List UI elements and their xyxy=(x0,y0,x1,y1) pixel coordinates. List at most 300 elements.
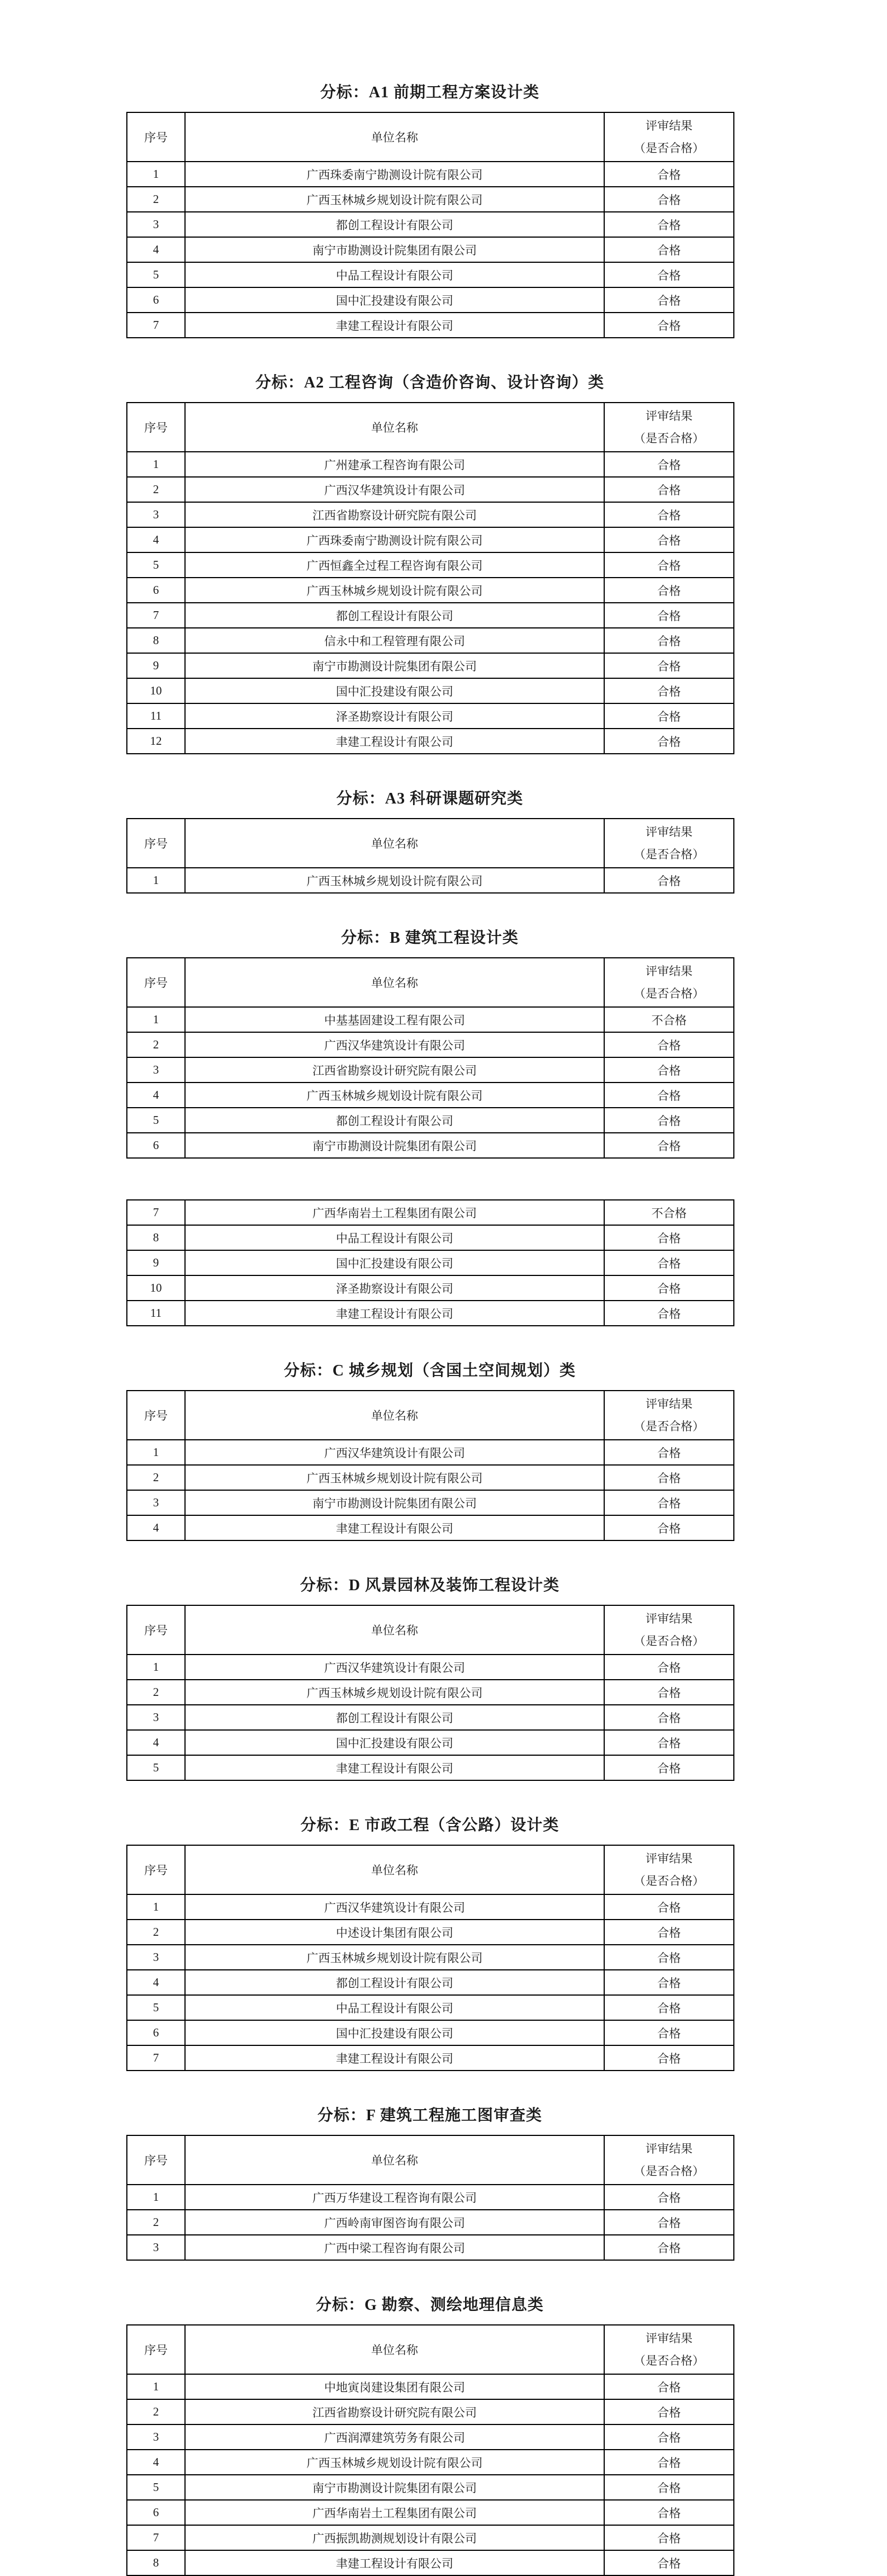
table-header-row xyxy=(127,819,734,868)
bid-section xyxy=(126,372,733,754)
cell-result: 合格 xyxy=(604,1133,734,1158)
table-header-row xyxy=(127,1845,734,1894)
table-header xyxy=(127,112,734,162)
cell-company-name: 广西汉华建筑设计有限公司 xyxy=(185,477,604,502)
cell-company-name: 中地寅岗建设集团有限公司 xyxy=(185,2374,604,2399)
cell-company-name: 江西省勘察设计研究院有限公司 xyxy=(185,2399,604,2424)
cell-result: 合格 xyxy=(604,1730,734,1755)
cell-company-name: 中述设计集团有限公司 xyxy=(185,1920,604,1945)
cell-company-name: 国中汇投建设有限公司 xyxy=(185,678,604,703)
table-row xyxy=(127,1275,734,1301)
cell-result: 合格 xyxy=(604,1250,734,1275)
table-row xyxy=(127,729,734,754)
header-result-line2: （是否合格） xyxy=(634,848,704,861)
cell-result: 合格 xyxy=(604,2185,734,2210)
cell-result: 不合格 xyxy=(604,1200,734,1225)
table-row xyxy=(127,628,734,653)
table-row xyxy=(127,552,734,578)
cell-company-name: 南宁市勘测设计院集团有限公司 xyxy=(185,1133,604,1158)
table-header xyxy=(127,1605,734,1655)
cell-num: 2 xyxy=(127,1032,185,1057)
bid-section xyxy=(126,1814,733,2071)
cell-num: 2 xyxy=(127,2210,185,2235)
cell-company-name: 广西华南岩土工程集团有限公司 xyxy=(185,1200,604,1225)
cell-company-name: 南宁市勘测设计院集团有限公司 xyxy=(185,237,604,262)
bid-section xyxy=(126,1360,733,1541)
section-title: 分标：B 建筑工程设计类 xyxy=(341,929,519,947)
cell-result: 合格 xyxy=(604,2475,734,2500)
cell-num: 1 xyxy=(127,1655,185,1680)
cell-num: 4 xyxy=(127,2450,185,2475)
cell-company-name: 广西润潭建筑劳务有限公司 xyxy=(185,2424,604,2450)
table-header xyxy=(127,958,734,1007)
header-col-num: 序号 xyxy=(127,403,185,452)
header-col-name: 单位名称 xyxy=(185,2325,604,2374)
header-col-name: 单位名称 xyxy=(185,1605,604,1655)
table-row xyxy=(127,868,734,893)
cell-result: 合格 xyxy=(604,729,734,754)
header-result-line1: 评审结果 xyxy=(646,965,692,978)
table-row xyxy=(127,1301,734,1326)
cell-num: 5 xyxy=(127,1755,185,1780)
cell-company-name: 国中汇投建设有限公司 xyxy=(185,287,604,313)
cell-num: 10 xyxy=(127,1275,185,1301)
header-col-num: 序号 xyxy=(127,819,185,868)
table-row xyxy=(127,2210,734,2235)
evaluation-table xyxy=(126,957,734,1159)
cell-num: 1 xyxy=(127,1440,185,1465)
header-col-num: 序号 xyxy=(127,1605,185,1655)
cell-num: 9 xyxy=(127,653,185,678)
cell-company-name: 广西恒鑫全过程工程咨询有限公司 xyxy=(185,552,604,578)
cell-result: 合格 xyxy=(604,628,734,653)
cell-result: 合格 xyxy=(604,1755,734,1780)
header-col-result xyxy=(604,2135,734,2185)
cell-result: 不合格 xyxy=(604,1007,734,1032)
table-row xyxy=(127,1755,734,1780)
table-row xyxy=(127,187,734,212)
cell-company-name: 都创工程设计有限公司 xyxy=(185,212,604,237)
header-result-line1: 评审结果 xyxy=(646,1852,692,1865)
table-header-row xyxy=(127,1391,734,1440)
cell-num: 1 xyxy=(127,868,185,893)
evaluation-table xyxy=(126,1199,734,1326)
section-title: 分标：E 市政工程（含公路）设计类 xyxy=(300,1817,559,1834)
table-row xyxy=(127,1250,734,1275)
cell-result: 合格 xyxy=(604,1680,734,1705)
table-row xyxy=(127,1705,734,1730)
cell-num: 3 xyxy=(127,1490,185,1515)
cell-result: 合格 xyxy=(604,2450,734,2475)
cell-result: 合格 xyxy=(604,2020,734,2045)
cell-result: 合格 xyxy=(604,1945,734,1970)
table-body xyxy=(127,1440,734,1540)
cell-result: 合格 xyxy=(604,2210,734,2235)
cell-result: 合格 xyxy=(604,237,734,262)
cell-company-name: 聿建工程设计有限公司 xyxy=(185,1301,604,1326)
header-col-num: 序号 xyxy=(127,2135,185,2185)
table-row xyxy=(127,1655,734,1680)
header-result-line1: 评审结果 xyxy=(646,2142,692,2156)
cell-result: 合格 xyxy=(604,527,734,552)
table-row xyxy=(127,527,734,552)
header-result-line1: 评审结果 xyxy=(646,1397,692,1411)
cell-company-name: 泽圣勘察设计有限公司 xyxy=(185,703,604,729)
table-header xyxy=(127,2325,734,2374)
header-result-line2: （是否合格） xyxy=(634,432,704,445)
cell-num: 9 xyxy=(127,1250,185,1275)
table-body xyxy=(127,1655,734,1780)
table-row xyxy=(127,212,734,237)
cell-company-name: 聿建工程设计有限公司 xyxy=(185,2045,604,2071)
table-header xyxy=(127,1391,734,1440)
table-header-row xyxy=(127,2135,734,2185)
cell-company-name: 南宁市勘测设计院集团有限公司 xyxy=(185,2475,604,2500)
table-row xyxy=(127,262,734,287)
cell-num: 7 xyxy=(127,603,185,628)
header-col-num: 序号 xyxy=(127,1391,185,1440)
evaluation-table xyxy=(126,1845,734,2071)
table-row xyxy=(127,2450,734,2475)
cell-num: 5 xyxy=(127,552,185,578)
cell-num: 6 xyxy=(127,2020,185,2045)
cell-company-name: 聿建工程设计有限公司 xyxy=(185,1755,604,1780)
cell-company-name: 广西玉林城乡规划设计院有限公司 xyxy=(185,868,604,893)
cell-result: 合格 xyxy=(604,2500,734,2525)
header-result-line1: 评审结果 xyxy=(646,1612,692,1625)
cell-result: 合格 xyxy=(604,1920,734,1945)
cell-num: 6 xyxy=(127,2500,185,2525)
table-row xyxy=(127,1057,734,1083)
table-row xyxy=(127,2020,734,2045)
header-result-line1: 评审结果 xyxy=(646,119,692,133)
cell-num: 2 xyxy=(127,1465,185,1490)
section-title: 分标：F 建筑工程施工图审查类 xyxy=(317,2107,543,2124)
table-header-row xyxy=(127,403,734,452)
cell-company-name: 都创工程设计有限公司 xyxy=(185,603,604,628)
document-body xyxy=(126,82,733,2576)
cell-result: 合格 xyxy=(604,703,734,729)
table-body xyxy=(127,1894,734,2071)
header-col-result xyxy=(604,2325,734,2374)
cell-result: 合格 xyxy=(604,477,734,502)
cell-result: 合格 xyxy=(604,1083,734,1108)
cell-num: 4 xyxy=(127,527,185,552)
header-col-name: 单位名称 xyxy=(185,958,604,1007)
header-col-num: 序号 xyxy=(127,2325,185,2374)
header-col-name: 单位名称 xyxy=(185,1391,604,1440)
cell-company-name: 广西玉林城乡规划设计院有限公司 xyxy=(185,1945,604,1970)
section-title: 分标：A3 科研课题研究类 xyxy=(336,790,524,807)
table-header-row xyxy=(127,112,734,162)
cell-result: 合格 xyxy=(604,678,734,703)
cell-result: 合格 xyxy=(604,1655,734,1680)
cell-company-name: 广西万华建设工程咨询有限公司 xyxy=(185,2185,604,2210)
cell-result: 合格 xyxy=(604,2374,734,2399)
table-row xyxy=(127,2185,734,2210)
cell-result: 合格 xyxy=(604,1705,734,1730)
bid-section xyxy=(126,788,733,894)
header-result-line2: （是否合格） xyxy=(634,1420,704,1433)
cell-num: 3 xyxy=(127,502,185,527)
cell-company-name: 广西华南岩土工程集团有限公司 xyxy=(185,2500,604,2525)
cell-num: 2 xyxy=(127,477,185,502)
cell-company-name: 中品工程设计有限公司 xyxy=(185,262,604,287)
cell-result: 合格 xyxy=(604,212,734,237)
cell-company-name: 信永中和工程管理有限公司 xyxy=(185,628,604,653)
cell-company-name: 广西中梁工程咨询有限公司 xyxy=(185,2235,604,2260)
header-col-result xyxy=(604,112,734,162)
cell-company-name: 南宁市勘测设计院集团有限公司 xyxy=(185,653,604,678)
table-row xyxy=(127,1083,734,1108)
table-row xyxy=(127,2374,734,2399)
table-row xyxy=(127,1894,734,1920)
cell-num: 8 xyxy=(127,1225,185,1250)
table-body xyxy=(127,452,734,754)
table-header-row xyxy=(127,958,734,1007)
cell-result: 合格 xyxy=(604,187,734,212)
header-col-result xyxy=(604,958,734,1007)
table-row xyxy=(127,2550,734,2575)
header-result-line2: （是否合格） xyxy=(634,987,704,1000)
cell-num: 4 xyxy=(127,1515,185,1540)
cell-result: 合格 xyxy=(604,1108,734,1133)
table-body xyxy=(127,2185,734,2260)
cell-result: 合格 xyxy=(604,868,734,893)
table-body xyxy=(127,2374,734,2575)
cell-result: 合格 xyxy=(604,2424,734,2450)
cell-num: 5 xyxy=(127,262,185,287)
table-row xyxy=(127,1007,734,1032)
table-header xyxy=(127,819,734,868)
evaluation-table xyxy=(126,818,734,894)
cell-num: 5 xyxy=(127,1995,185,2020)
cell-num: 10 xyxy=(127,678,185,703)
bid-section xyxy=(126,2105,733,2261)
section-title: 分标：A1 前期工程方案设计类 xyxy=(320,84,540,101)
cell-result: 合格 xyxy=(604,2399,734,2424)
header-col-name: 单位名称 xyxy=(185,2135,604,2185)
cell-result: 合格 xyxy=(604,1465,734,1490)
cell-result: 合格 xyxy=(604,1275,734,1301)
table-row xyxy=(127,2399,734,2424)
header-col-result xyxy=(604,819,734,868)
table-row xyxy=(127,162,734,187)
cell-company-name: 广西玉林城乡规划设计院有限公司 xyxy=(185,1083,604,1108)
table-row xyxy=(127,1032,734,1057)
header-result-line2: （是否合格） xyxy=(634,2354,704,2367)
cell-num: 1 xyxy=(127,2185,185,2210)
cell-result: 合格 xyxy=(604,1225,734,1250)
header-col-num: 序号 xyxy=(127,1845,185,1894)
cell-result: 合格 xyxy=(604,287,734,313)
header-result-line2: （是否合格） xyxy=(634,141,704,155)
cell-result: 合格 xyxy=(604,2235,734,2260)
cell-result: 合格 xyxy=(604,1894,734,1920)
cell-company-name: 国中汇投建设有限公司 xyxy=(185,1250,604,1275)
cell-num: 3 xyxy=(127,2235,185,2260)
cell-result: 合格 xyxy=(604,1032,734,1057)
evaluation-table xyxy=(126,1605,734,1781)
cell-result: 合格 xyxy=(604,2045,734,2071)
cell-company-name: 都创工程设计有限公司 xyxy=(185,1705,604,1730)
cell-company-name: 聿建工程设计有限公司 xyxy=(185,1515,604,1540)
header-result-line2: （是否合格） xyxy=(634,1634,704,1648)
cell-company-name: 广西汉华建筑设计有限公司 xyxy=(185,1655,604,1680)
table-row xyxy=(127,313,734,338)
header-col-result xyxy=(604,1391,734,1440)
table-row xyxy=(127,1680,734,1705)
cell-company-name: 都创工程设计有限公司 xyxy=(185,1108,604,1133)
cell-company-name: 聿建工程设计有限公司 xyxy=(185,729,604,754)
cell-result: 合格 xyxy=(604,578,734,603)
cell-num: 1 xyxy=(127,452,185,477)
table-row xyxy=(127,1920,734,1945)
cell-num: 11 xyxy=(127,1301,185,1326)
cell-result: 合格 xyxy=(604,1995,734,2020)
table-row xyxy=(127,653,734,678)
table-row xyxy=(127,678,734,703)
cell-company-name: 广西振凯勘测规划设计有限公司 xyxy=(185,2525,604,2550)
cell-result: 合格 xyxy=(604,2525,734,2550)
cell-result: 合格 xyxy=(604,162,734,187)
bid-section xyxy=(126,1575,733,1781)
cell-result: 合格 xyxy=(604,502,734,527)
header-col-num: 序号 xyxy=(127,958,185,1007)
cell-result: 合格 xyxy=(604,1970,734,1995)
table-row xyxy=(127,1490,734,1515)
table-body xyxy=(127,868,734,893)
cell-company-name: 广西汉华建筑设计有限公司 xyxy=(185,1894,604,1920)
table-row xyxy=(127,287,734,313)
header-result-line1: 评审结果 xyxy=(646,825,692,839)
cell-company-name: 广西玉林城乡规划设计院有限公司 xyxy=(185,187,604,212)
evaluation-table xyxy=(126,402,734,754)
table-row xyxy=(127,2045,734,2071)
table-row xyxy=(127,452,734,477)
cell-num: 2 xyxy=(127,2399,185,2424)
table-row xyxy=(127,1133,734,1158)
cell-num: 5 xyxy=(127,2475,185,2500)
cell-num: 1 xyxy=(127,2374,185,2399)
cell-company-name: 泽圣勘察设计有限公司 xyxy=(185,1275,604,1301)
table-row xyxy=(127,2235,734,2260)
table-row xyxy=(127,1970,734,1995)
cell-result: 合格 xyxy=(604,262,734,287)
section-title: 分标：A2 工程咨询（含造价咨询、设计咨询）类 xyxy=(255,374,605,391)
cell-result: 合格 xyxy=(604,452,734,477)
evaluation-table xyxy=(126,2324,734,2576)
cell-company-name: 广西珠委南宁勘测设计院有限公司 xyxy=(185,162,604,187)
evaluation-table xyxy=(126,2135,734,2261)
cell-num: 7 xyxy=(127,313,185,338)
cell-num: 7 xyxy=(127,1200,185,1225)
header-result-line2: （是否合格） xyxy=(634,2164,704,2178)
table-row xyxy=(127,1995,734,2020)
cell-num: 6 xyxy=(127,578,185,603)
cell-num: 3 xyxy=(127,1705,185,1730)
table-body xyxy=(127,1200,734,1326)
cell-num: 1 xyxy=(127,1894,185,1920)
cell-result: 合格 xyxy=(604,1057,734,1083)
cell-num: 1 xyxy=(127,162,185,187)
cell-company-name: 广西汉华建筑设计有限公司 xyxy=(185,1032,604,1057)
cell-company-name: 广西珠委南宁勘测设计院有限公司 xyxy=(185,527,604,552)
cell-num: 2 xyxy=(127,1920,185,1945)
cell-num: 4 xyxy=(127,1083,185,1108)
cell-num: 4 xyxy=(127,1970,185,1995)
cell-result: 合格 xyxy=(604,2550,734,2575)
cell-company-name: 中品工程设计有限公司 xyxy=(185,1225,604,1250)
header-col-result xyxy=(604,1845,734,1894)
table-row xyxy=(127,502,734,527)
bid-section xyxy=(126,927,733,1326)
section-title: 分标：D 风景园林及装饰工程设计类 xyxy=(300,1577,560,1594)
table-row xyxy=(127,578,734,603)
cell-num: 2 xyxy=(127,187,185,212)
cell-num: 6 xyxy=(127,1133,185,1158)
cell-company-name: 都创工程设计有限公司 xyxy=(185,1970,604,1995)
cell-company-name: 中基基固建设工程有限公司 xyxy=(185,1007,604,1032)
table-body xyxy=(127,162,734,338)
cell-company-name: 广西玉林城乡规划设计院有限公司 xyxy=(185,1680,604,1705)
table-row xyxy=(127,1200,734,1225)
cell-company-name: 江西省勘察设计研究院有限公司 xyxy=(185,1057,604,1083)
cell-company-name: 广西玉林城乡规划设计院有限公司 xyxy=(185,2450,604,2475)
table-row xyxy=(127,477,734,502)
header-col-result xyxy=(604,403,734,452)
cell-num: 6 xyxy=(127,287,185,313)
header-col-num: 序号 xyxy=(127,112,185,162)
cell-company-name: 广西岭南审图咨询有限公司 xyxy=(185,2210,604,2235)
cell-company-name: 中品工程设计有限公司 xyxy=(185,1995,604,2020)
cell-num: 4 xyxy=(127,1730,185,1755)
cell-num: 5 xyxy=(127,1108,185,1133)
cell-company-name: 广西汉华建筑设计有限公司 xyxy=(185,1440,604,1465)
header-col-name: 单位名称 xyxy=(185,819,604,868)
table-header xyxy=(127,403,734,452)
table-row xyxy=(127,1730,734,1755)
cell-num: 7 xyxy=(127,2525,185,2550)
cell-company-name: 聿建工程设计有限公司 xyxy=(185,313,604,338)
cell-result: 合格 xyxy=(604,653,734,678)
header-col-name: 单位名称 xyxy=(185,1845,604,1894)
table-row xyxy=(127,703,734,729)
cell-num: 3 xyxy=(127,212,185,237)
cell-num: 3 xyxy=(127,2424,185,2450)
cell-num: 8 xyxy=(127,2550,185,2575)
section-title: 分标：G 勘察、测绘地理信息类 xyxy=(316,2296,544,2314)
cell-company-name: 国中汇投建设有限公司 xyxy=(185,2020,604,2045)
cell-num: 2 xyxy=(127,1680,185,1705)
cell-company-name: 聿建工程设计有限公司 xyxy=(185,2550,604,2575)
cell-num: 3 xyxy=(127,1057,185,1083)
cell-result: 合格 xyxy=(604,552,734,578)
cell-company-name: 江西省勘察设计研究院有限公司 xyxy=(185,502,604,527)
table-header xyxy=(127,2135,734,2185)
header-result-line2: （是否合格） xyxy=(634,1874,704,1888)
table-header-row xyxy=(127,1605,734,1655)
bid-section xyxy=(126,82,733,338)
table-row xyxy=(127,1440,734,1465)
table-header xyxy=(127,1845,734,1894)
table-row xyxy=(127,603,734,628)
cell-company-name: 南宁市勘测设计院集团有限公司 xyxy=(185,1490,604,1515)
table-row xyxy=(127,2424,734,2450)
table-row xyxy=(127,1945,734,1970)
cell-company-name: 广西玉林城乡规划设计院有限公司 xyxy=(185,1465,604,1490)
cell-result: 合格 xyxy=(604,313,734,338)
